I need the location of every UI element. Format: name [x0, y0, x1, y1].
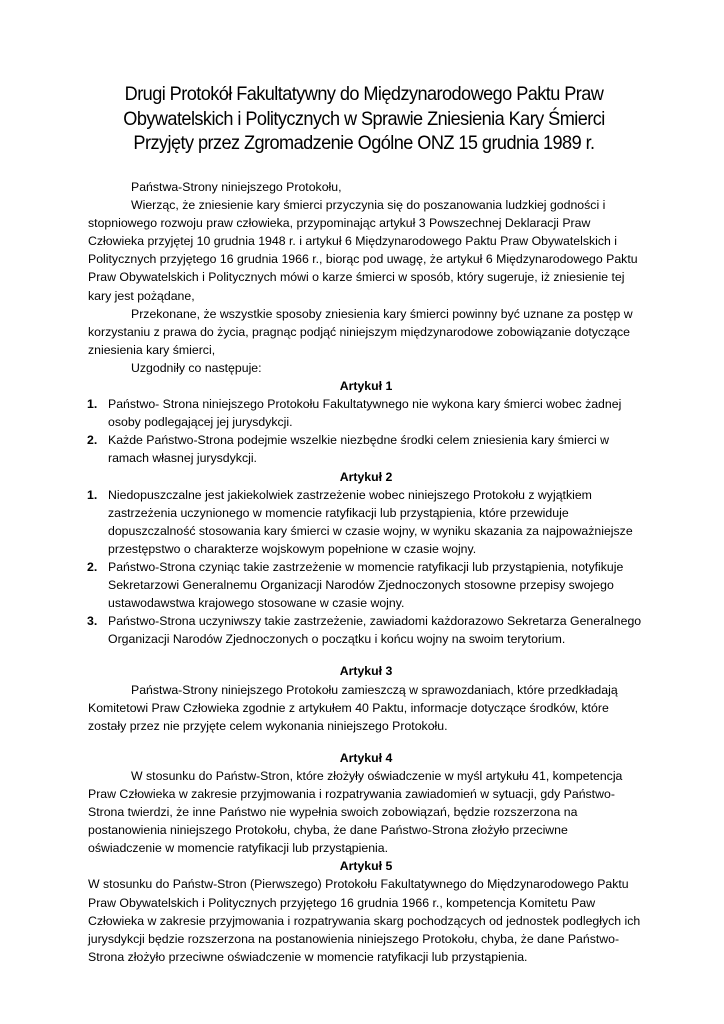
- list-number: 2.: [87, 433, 98, 448]
- article-3-heading: Artykuł 3: [339, 664, 393, 679]
- list-number: 1.: [87, 397, 98, 412]
- article-2-list: [88, 486, 644, 649]
- list-text: Państwo-Strona czyniąc takie zastrzeżenie w momencie ratyfikacji lub przystąpienia, notyfikuje Sekretarzowi Generalnemu Organizacji Narodów Zjednoczonych stosowne przepisy swojego ustawodawstwa krajowego stosowane w czasie wojny.: [108, 559, 624, 611]
- title-line-1: Drugi Protokół Fakultatywny do Międzynarodowego Paktu Praw: [124, 83, 604, 105]
- article-1-heading: Artykuł 1: [339, 379, 393, 394]
- list-item: [88, 558, 644, 612]
- article-5-text: W stosunku do Państw-Stron (Pierwszego) Protokołu Fakultatywnego do Międzynarodowego Paktu Praw Obywatelskich i Politycznych przyjętego 16 grudnia 1966 r., kompetencja Komitetu Paw Człowieka w zakresie przyjmowania i rozpatrywania skarg pochodzących od jednostek podległych ich jurysdykcji będzie rozszerzona na postanowienia niniejszego Protokołu, chyba, że dane Państwo-Strona złożyło przeciwne oświadczenie w momencie ratyfikacji lub przystąpienia.: [88, 877, 641, 964]
- document-body: [88, 178, 644, 966]
- title-line-3: Przyjęty przez Zgromadzenie Ogólne ONZ 15 grudnia 1989 r.: [133, 132, 595, 154]
- preamble-agreed: Uzgodniły co następuje:: [131, 360, 262, 375]
- list-number: 2.: [87, 559, 98, 574]
- preamble-parties: Państwa-Strony niniejszego Protokołu,: [131, 180, 342, 194]
- list-item: [88, 612, 644, 648]
- document-page: [87, 82, 642, 964]
- list-text: Państwo-Strona uczyniwszy takie zastrzeżenie, zawiadomi każdorazowo Sekretarza Generalnego Organizacji Narodów Zjednoczonych o początku i końcu wojny na swoim terytorium.: [108, 614, 642, 647]
- article-2-heading: Artykuł 2: [339, 469, 393, 484]
- list-number: 1.: [87, 487, 98, 502]
- list-text: Państwo- Strona niniejszego Protokołu Fakultatywnego nie wykona kary śmierci wobec żadnej osoby podlegającej jej jurysdykcji.: [108, 397, 622, 430]
- list-number: 3.: [87, 614, 98, 629]
- article-3-text: Państwa-Strony niniejszego Protokołu zamieszczą w sprawozdaniach, które przedkładają Komitetowi Praw Człowieka zgodnie z artykułem 40 Paktu, informacje dotyczące środków, które zostały przez nie przyjęte celem wykonania niniejszego Protokołu.: [88, 682, 618, 733]
- title-line-2: Obywatelskich i Politycznych w Sprawie Zniesienia Kary Śmierci: [123, 107, 605, 130]
- list-text: Każde Państwo-Strona podejmie wszelkie niezbędne środki celem zniesienia kary śmierci w ramach własnej jurysdykcji.: [108, 433, 609, 466]
- list-item: [88, 431, 644, 467]
- article-1-list: [88, 395, 644, 467]
- preamble-convinced: Przekonane, że wszystkie sposoby zniesienia kary śmierci powinny być uznane za postęp w korzystaniu z prawa do życia, pragnąc podjąć niniejszym międzynarodowe zobowiązanie dotyczące zniesienia kary śmierci,: [88, 306, 633, 357]
- list-item: [88, 486, 644, 558]
- list-text: Niedopuszczalne jest jakiekolwiek zastrzeżenie wobec niniejszego Protokołu z wyjątkiem zastrzeżenia uczynionego w momencie ratyfikacji lub przystąpienia, które przewiduje dopuszczalność stosowania kary śmierci w czasie wojny, w wyniku skazania za najpoważniejsze przestępstwo o charakterze wojskowym popełnione w czasie wojny.: [108, 487, 633, 556]
- document-title: [79, 82, 648, 156]
- spacer: [88, 735, 644, 749]
- article-4-text: W stosunku do Państw-Stron, które złożyły oświadczenie w myśl artykułu 41, kompetencja Praw Człowieka w zakresie przyjmowania i rozpatrywania zawiadomień w sytuacji, gdy Państwo-Strona twierdzi, że inne Państwo nie wypełnia swoich zobowiązań, będzie rozszerzona na postanowienia niniejszego Protokołu, chyba, że dane Państwo-Strona złożyło przeciwne oświadczenie w momencie ratyfikacji lub przystąpienia.: [88, 768, 623, 856]
- article-4-heading: Artykuł 4: [339, 750, 393, 765]
- article-5-heading: Artykuł 5: [339, 859, 393, 874]
- spacer: [88, 648, 644, 662]
- list-item: [88, 395, 644, 431]
- preamble-believing: Wierząc, że zniesienie kary śmierci przyczynia się do poszanowania ludzkiej godności i stopniowego rozwoju praw człowieka, przypominając artykuł 3 Powszechnej Deklaracji Praw Człowieka przyjętej 10 grudnia 1948 r. i artykuł 6 Międzynarodowego Paktu Praw Obywatelskich i Politycznych przyjętego 16 grudnia 1966 r., biorąc pod uwagę, że artykuł 6 Międzynarodowego Paktu Praw Obywatelskich i Politycznych mówi o karze śmierci w sposób, który sugeruje, iż zniesienie tej kary jest pożądane,: [88, 198, 638, 303]
